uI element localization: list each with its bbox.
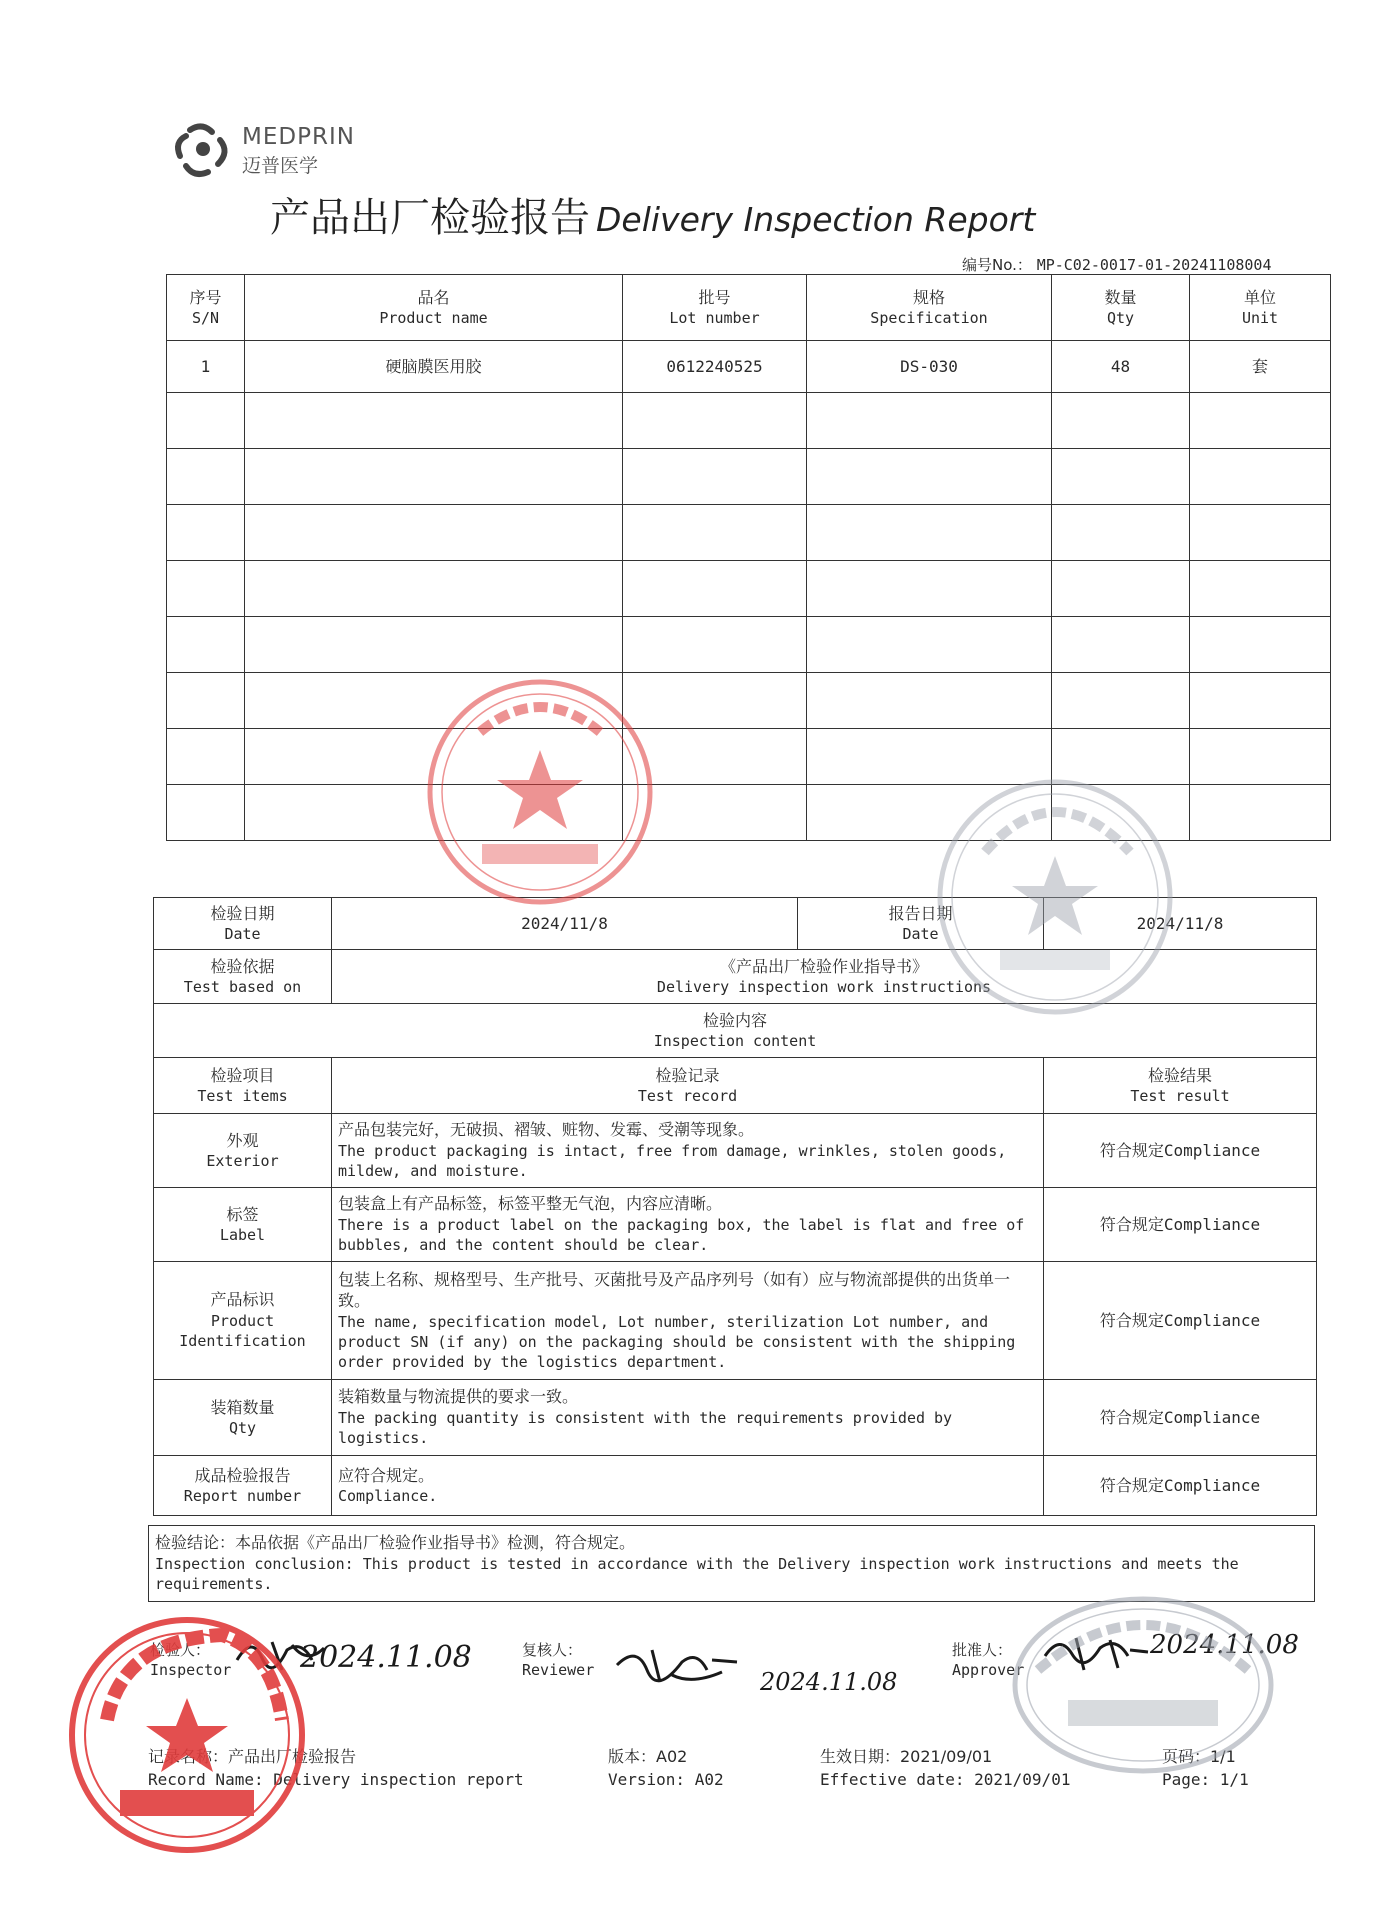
company-logo [172, 118, 422, 182]
result-report-number: 符合规定Compliance [1044, 1456, 1317, 1516]
record-exterior: 产品包装完好，无破损、褶皱、赃物、发霉、受潮等现象。 The product packaging is intact, free from damage, wrinkles, stolen goods, mildew, and moisture. [332, 1114, 1044, 1188]
approver-label: 批准人： Approver [952, 1641, 1025, 1680]
cell-unit: 套 [1190, 341, 1331, 393]
header-sn: 序号 S/N [167, 275, 245, 341]
header-specification: 规格 Specification [807, 275, 1052, 341]
footer-page-number: 页码：1/1 Page: 1/1 [1162, 1747, 1249, 1790]
report-date: 2024/11/8 [1044, 898, 1317, 950]
item-product-identification: 产品标识 Product Identification [154, 1262, 332, 1380]
header-test-record: 检验记录 Test record [332, 1058, 1044, 1114]
footer-version: 版本：A02 Version: A02 [608, 1747, 724, 1790]
table-row [154, 1188, 1317, 1262]
inspection-content-title: 检验内容 Inspection content [154, 1004, 1317, 1058]
empty-row [167, 617, 1331, 673]
reviewer-signature-date: 2024.11.08 [760, 1668, 898, 1696]
inspector-label: 检验人： Inspector [150, 1641, 232, 1680]
inspection-header-row [154, 1058, 1317, 1114]
result-label: 符合规定Compliance [1044, 1188, 1317, 1262]
inspection-date: 2024/11/8 [332, 898, 798, 950]
inspector-signature-date: 2024.11.08 [300, 1640, 472, 1675]
title-en: Delivery Inspection Report [596, 200, 1036, 239]
result-qty: 符合规定Compliance [1044, 1380, 1317, 1456]
cell-lot-number: 0612240525 [623, 341, 807, 393]
approver-signature-date: 2024.11.08 [1150, 1630, 1299, 1660]
cell-sn: 1 [167, 341, 245, 393]
product-table [166, 274, 1331, 841]
empty-row [167, 449, 1331, 505]
reviewer-signature-mark [612, 1640, 742, 1690]
doc-no-value: MP-C02-0017-01-20241108004 [1036, 256, 1272, 274]
table-row [154, 1456, 1317, 1516]
result-exterior: 符合规定Compliance [1044, 1114, 1317, 1188]
item-qty: 装箱数量 Qty [154, 1380, 332, 1456]
record-qty: 装箱数量与物流提供的要求一致。 The packing quantity is consistent with the requirements provided by logistics. [332, 1380, 1044, 1456]
header-product-name: 品名 Product name [245, 275, 623, 341]
footer-effective-date: 生效日期：2021/09/01 Effective date: 2021/09/01 [820, 1747, 1071, 1790]
basis-label: 检验依据 Test based on [154, 950, 332, 1004]
header-test-items: 检验项目 Test items [154, 1058, 332, 1114]
item-exterior: 外观 Exterior [154, 1114, 332, 1188]
doc-no-label: 编号No.： [962, 256, 1032, 274]
result-product-identification: 符合规定Compliance [1044, 1262, 1317, 1380]
header-unit: 单位 Unit [1190, 275, 1331, 341]
record-label: 包装盒上有产品标签，标签平整无气泡，内容应清晰。 There is a product label on the packaging box, the label is flat and free of bubbles, and the content should be clear. [332, 1188, 1044, 1262]
cell-specification: DS-030 [807, 341, 1052, 393]
empty-row [167, 505, 1331, 561]
table-row [154, 1380, 1317, 1456]
header-test-result: 检验结果 Test result [1044, 1058, 1317, 1114]
basis-value: 《产品出厂检验作业指导书》 Delivery inspection work instructions [332, 950, 1317, 1004]
report-title [270, 186, 1035, 243]
cell-qty: 48 [1052, 341, 1190, 393]
medprin-logo-icon [172, 120, 234, 178]
table-row [167, 341, 1331, 393]
grey-inspection-seal-bottom [1008, 1590, 1278, 1780]
document-number [962, 254, 1272, 275]
header-qty: 数量 Qty [1052, 275, 1190, 341]
inspection-conclusion: 检验结论：本品依据《产品出厂检验作业指导书》检测，符合规定。 Inspection conclusion: This product is tested in accordance with the Delivery inspection work instructions and meets the requirements. [149, 1526, 1315, 1602]
logo-text-en: MEDPRIN [242, 124, 355, 150]
empty-row [167, 561, 1331, 617]
date-label: 检验日期 Date [154, 898, 332, 950]
empty-row [167, 393, 1331, 449]
title-cn: 产品出厂检验报告 [270, 195, 590, 241]
cell-product-name: 硬脑膜医用胶 [245, 341, 623, 393]
red-quality-seal-top [420, 672, 660, 912]
footer-record-name: 记录名称：产品出厂检验报告 Record Name: Delivery inspection report [148, 1747, 524, 1790]
record-report-number: 应符合规定。 Compliance. [332, 1456, 1044, 1516]
table-row [154, 1262, 1317, 1380]
product-table-header [167, 275, 1331, 341]
record-product-identification: 包装上名称、规格型号、生产批号、灭菌批号及产品序列号（如有）应与物流部提供的出货单一致。 The name, specification model, Lot number, sterilization Lot number, and product SN (if any) on the packaging should be consistent with the shipping order provided by the logistics department. [332, 1262, 1044, 1380]
header-lot-number: 批号 Lot number [623, 275, 807, 341]
grey-quality-seal-mid [930, 772, 1180, 1022]
reviewer-label: 复核人： Reviewer [522, 1641, 595, 1680]
logo-text-cn: 迈普医学 [242, 155, 319, 177]
empty-row [167, 673, 1331, 729]
table-row [154, 1114, 1317, 1188]
report-date-label: 报告日期 Date [798, 898, 1044, 950]
item-label: 标签 Label [154, 1188, 332, 1262]
item-report-number: 成品检验报告 Report number [154, 1456, 332, 1516]
red-quality-seal-bottom [62, 1610, 312, 1860]
